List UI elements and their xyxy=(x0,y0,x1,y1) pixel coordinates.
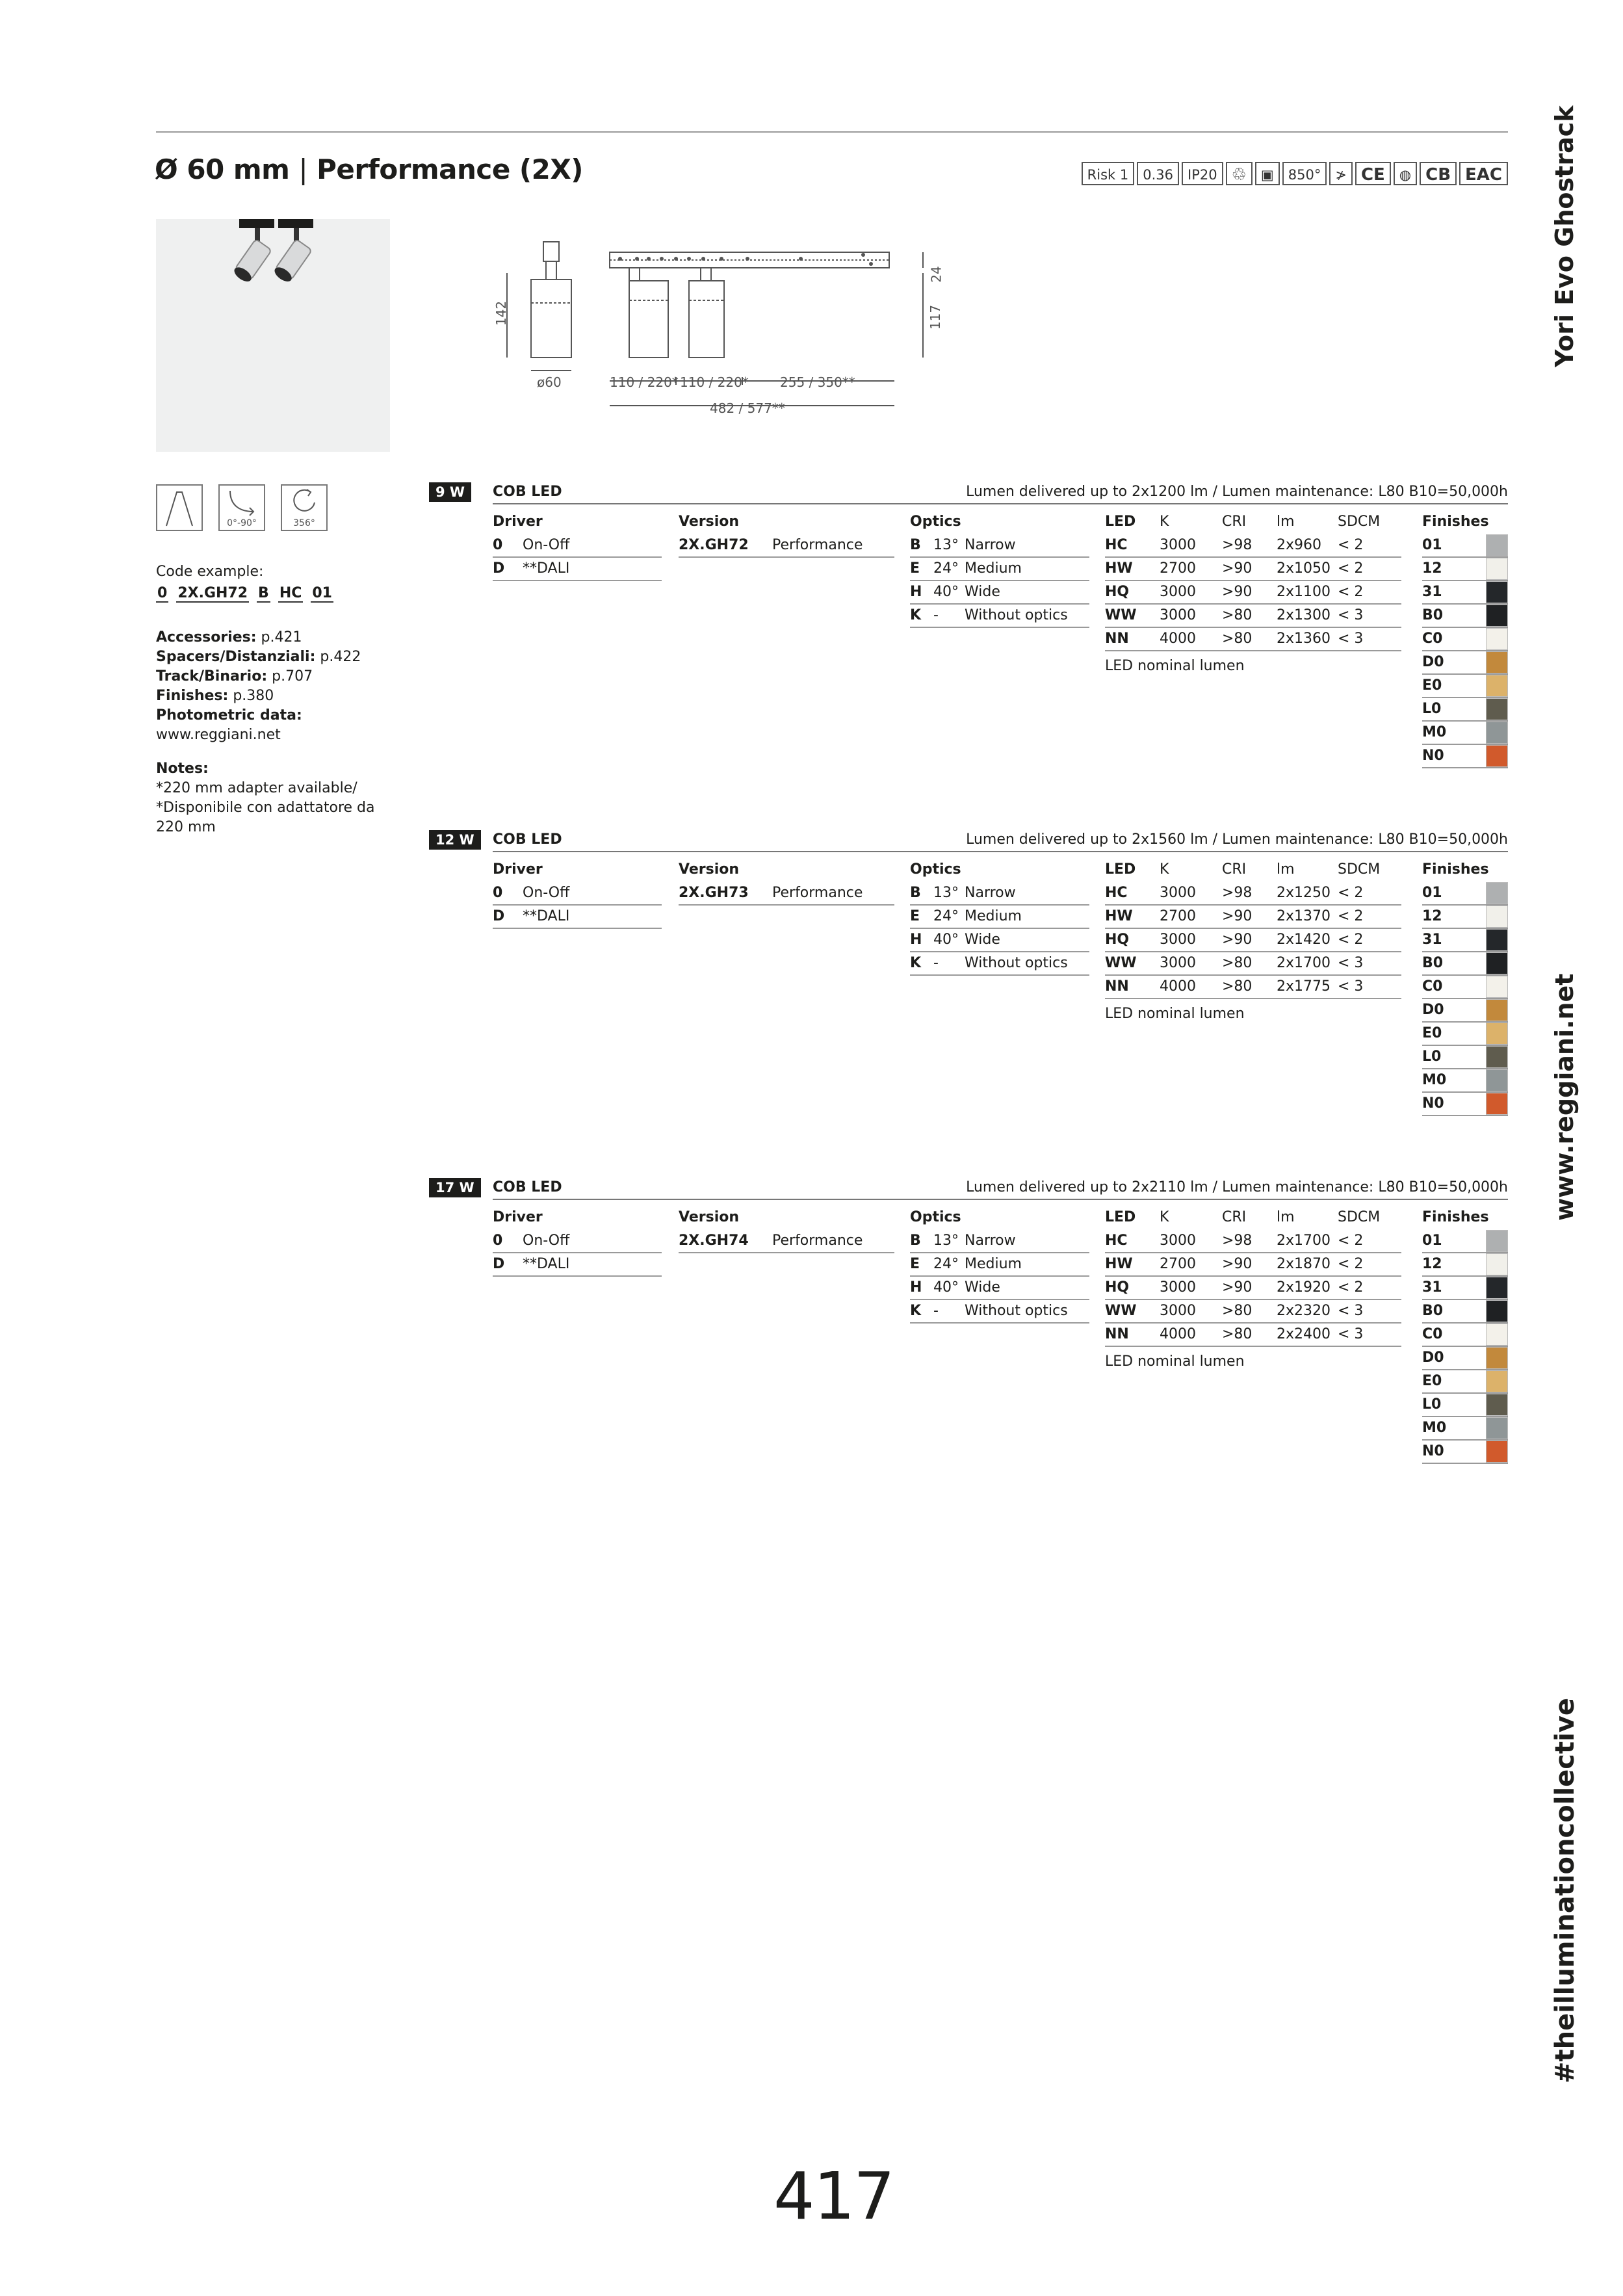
led-row: HQ 3000 >90 2x1420 < 2 xyxy=(1105,929,1401,952)
finish-swatch xyxy=(1486,1023,1508,1045)
finish-swatch xyxy=(1486,581,1508,603)
finish-row xyxy=(1422,1417,1508,1441)
finish-row xyxy=(1422,651,1508,675)
top-rule xyxy=(156,131,1508,133)
finish-row xyxy=(1422,1069,1508,1093)
optics-column xyxy=(910,857,1089,976)
finish-row xyxy=(1422,1441,1508,1464)
led-row: HQ 3000 >90 2x1100 < 2 xyxy=(1105,581,1401,605)
risk-badge: Risk 1 xyxy=(1082,162,1135,185)
technical-drawing xyxy=(481,234,949,432)
no-dimmer-icon: ≯ xyxy=(1329,162,1353,185)
optics-row: H 40° Wide xyxy=(910,929,1089,952)
finish-swatch xyxy=(1486,952,1508,974)
version-header: Version xyxy=(679,861,740,878)
driver-row: 0 On-Off xyxy=(493,534,662,558)
spacers-label: Spacers/Distanziali: xyxy=(156,649,316,665)
finishes-ref-value: p.380 xyxy=(233,688,274,704)
finish-row xyxy=(1422,534,1508,558)
finish-code: 31 xyxy=(1422,1279,1442,1296)
title-separator: | xyxy=(298,153,308,185)
dim-height-142: 142 xyxy=(493,300,510,326)
finish-swatch xyxy=(1486,675,1508,697)
product-photo xyxy=(156,219,390,452)
optics-header: Optics xyxy=(910,514,961,530)
finish-row xyxy=(1422,745,1508,768)
optics-row: E 24° Medium xyxy=(910,558,1089,581)
finish-swatch xyxy=(1486,882,1508,904)
optics-row: K - Without optics xyxy=(910,1300,1089,1324)
notes-label: Notes: xyxy=(156,761,209,777)
finish-swatch xyxy=(1486,1046,1508,1068)
finish-row xyxy=(1422,976,1508,999)
led-row: HW 2700 >90 2x1050 < 2 xyxy=(1105,558,1401,581)
title-sub: Performance (2X) xyxy=(317,153,583,185)
code-example-label: Code example: xyxy=(156,564,264,580)
dim-110-a: 110 / 220* xyxy=(610,374,679,390)
version-column xyxy=(679,510,894,558)
dimension-drawing xyxy=(481,234,949,429)
optics-header: Optics xyxy=(910,1209,961,1225)
dim-24: 24 xyxy=(928,266,944,283)
finish-row xyxy=(1422,1253,1508,1277)
finish-row xyxy=(1422,1300,1508,1324)
finish-code: B0 xyxy=(1422,1303,1444,1319)
code-part-version: 2X.GH72 xyxy=(177,585,248,601)
finish-row xyxy=(1422,882,1508,906)
finish-row xyxy=(1422,628,1508,651)
finish-code: D0 xyxy=(1422,1350,1444,1366)
lumen-info: Lumen delivered up to 2x2110 lm / Lumen maintenance: L80 B10=50,000h xyxy=(966,1179,1508,1195)
led-row: WW 3000 >80 2x1300 < 3 xyxy=(1105,605,1401,628)
nominal-lumen-note: LED nominal lumen xyxy=(1105,658,1245,674)
wattage-badge: 12 W xyxy=(429,830,481,850)
led-row: WW 3000 >80 2x1700 < 3 xyxy=(1105,952,1401,976)
finish-code: E0 xyxy=(1422,1025,1442,1041)
version-column xyxy=(679,1205,894,1253)
driver-row: D **DALI xyxy=(493,558,662,581)
finish-swatch xyxy=(1486,1347,1508,1369)
tilt-icon xyxy=(218,484,265,531)
finish-code: C0 xyxy=(1422,978,1443,995)
finish-swatch xyxy=(1486,534,1508,556)
version-header: Version xyxy=(679,514,740,530)
finishes-header: Finishes xyxy=(1422,861,1489,878)
lumen-info: Lumen delivered up to 2x1560 lm / Lumen maintenance: L80 B10=50,000h xyxy=(966,831,1508,848)
beam-icon xyxy=(156,484,203,531)
driver-column xyxy=(493,1205,662,1277)
finish-code: N0 xyxy=(1422,748,1444,764)
optics-row: H 40° Wide xyxy=(910,1277,1089,1300)
finish-code: B0 xyxy=(1422,955,1444,971)
driver-row: D **DALI xyxy=(493,1253,662,1277)
finish-code: E0 xyxy=(1422,677,1442,694)
recycle-icon: ♲ xyxy=(1226,162,1253,185)
class-ii-icon: ▣ xyxy=(1255,162,1280,185)
eac-mark: EAC xyxy=(1459,162,1508,185)
driver-column xyxy=(493,510,662,581)
finish-row xyxy=(1422,999,1508,1023)
accessories-value: p.421 xyxy=(261,629,302,646)
finish-swatch xyxy=(1486,1253,1508,1275)
notes-line-3: 220 mm xyxy=(156,819,216,835)
dim-diameter: ø60 xyxy=(537,374,562,390)
finish-code: C0 xyxy=(1422,631,1443,647)
finish-code: M0 xyxy=(1422,1072,1447,1088)
section-12w xyxy=(429,829,1508,1112)
finish-row xyxy=(1422,1324,1508,1347)
ce-mark: CE xyxy=(1355,162,1391,185)
version-row: 2X.GH74 Performance xyxy=(679,1230,894,1253)
finish-row xyxy=(1422,1023,1508,1046)
nominal-lumen-note: LED nominal lumen xyxy=(1105,1353,1245,1370)
finish-code: N0 xyxy=(1422,1443,1444,1459)
dim-110-b: 110 / 220* xyxy=(680,374,749,390)
nominal-lumen-note: LED nominal lumen xyxy=(1105,1006,1245,1022)
optics-column xyxy=(910,1205,1089,1324)
notes-line-2: *Disponibile con adattatore da xyxy=(156,800,375,816)
track-value: p.707 xyxy=(272,668,313,685)
finish-swatch xyxy=(1486,605,1508,627)
rotate-label: 356° xyxy=(293,518,315,528)
optics-row: B 13° Narrow xyxy=(910,882,1089,906)
finishes-header: Finishes xyxy=(1422,1209,1489,1225)
spotlight-image xyxy=(156,219,390,452)
finishes-column xyxy=(1422,510,1508,768)
led-header: LED K CRI lm SDCM xyxy=(1105,861,1381,878)
optics-column xyxy=(910,510,1089,628)
code-part-driver: 0 xyxy=(157,585,168,601)
finish-row xyxy=(1422,1046,1508,1069)
code-example xyxy=(156,585,333,603)
references-block xyxy=(156,628,361,745)
finish-swatch xyxy=(1486,1441,1508,1463)
optics-row: K - Without optics xyxy=(910,952,1089,976)
finish-swatch xyxy=(1486,1417,1508,1439)
finish-swatch xyxy=(1486,698,1508,720)
led-table xyxy=(1105,857,1401,1022)
version-row: 2X.GH72 Performance xyxy=(679,534,894,558)
finish-code: E0 xyxy=(1422,1373,1442,1389)
code-part-led: HC xyxy=(279,585,302,601)
certification-badges xyxy=(1082,162,1508,188)
wattage-badge: 9 W xyxy=(429,482,471,502)
optics-row: E 24° Medium xyxy=(910,1253,1089,1277)
finishes-header: Finishes xyxy=(1422,514,1489,530)
accessories-label: Accessories: xyxy=(156,629,257,646)
lumen-info: Lumen delivered up to 2x1200 lm / Lumen maintenance: L80 B10=50,000h xyxy=(966,484,1508,500)
led-row: HW 2700 >90 2x1370 < 2 xyxy=(1105,906,1401,929)
led-row: HW 2700 >90 2x1870 < 2 xyxy=(1105,1253,1401,1277)
track-label: Track/Binario: xyxy=(156,668,268,685)
section-17w xyxy=(429,1177,1508,1459)
led-header: LED K CRI lm SDCM xyxy=(1105,514,1381,530)
finish-row xyxy=(1422,1093,1508,1116)
optics-row: K - Without optics xyxy=(910,605,1089,628)
finish-code: M0 xyxy=(1422,724,1447,740)
rotate-icon xyxy=(281,484,328,531)
finish-row xyxy=(1422,698,1508,722)
finish-row xyxy=(1422,1347,1508,1370)
optics-row: B 13° Narrow xyxy=(910,1230,1089,1253)
finish-swatch xyxy=(1486,1093,1508,1115)
finish-swatch xyxy=(1486,999,1508,1021)
dim-total: 482 / 577** xyxy=(710,400,785,416)
finish-code: 12 xyxy=(1422,560,1442,577)
finish-row xyxy=(1422,1370,1508,1394)
finish-row xyxy=(1422,929,1508,952)
dim-117: 117 xyxy=(928,304,944,330)
cob-label: COB LED xyxy=(493,1179,562,1195)
finish-row xyxy=(1422,722,1508,745)
finish-swatch xyxy=(1486,1370,1508,1392)
finishes-column xyxy=(1422,857,1508,1116)
led-header: LED K CRI lm SDCM xyxy=(1105,1209,1381,1225)
cob-label: COB LED xyxy=(493,484,562,500)
photometric-label: Photometric data: xyxy=(156,707,302,724)
optics-row: E 24° Medium xyxy=(910,906,1089,929)
finish-swatch xyxy=(1486,745,1508,767)
tilt-label: 0°-90° xyxy=(227,518,257,528)
feature-icons xyxy=(156,484,328,531)
finish-code: 12 xyxy=(1422,1256,1442,1272)
finish-code: L0 xyxy=(1422,1396,1442,1413)
led-row: HC 3000 >98 2x960 < 2 xyxy=(1105,534,1401,558)
finish-swatch xyxy=(1486,1324,1508,1346)
enec-mark: ◍ xyxy=(1394,162,1417,185)
code-part-optics: B xyxy=(258,585,269,601)
finish-code: M0 xyxy=(1422,1420,1447,1436)
finish-swatch xyxy=(1486,1277,1508,1299)
led-table xyxy=(1105,1205,1401,1370)
spacers-value: p.422 xyxy=(320,649,361,665)
notes-line-1: *220 mm adapter available/ xyxy=(156,780,357,796)
finish-code: 31 xyxy=(1422,584,1442,600)
finishes-ref-label: Finishes: xyxy=(156,688,229,704)
finish-code: L0 xyxy=(1422,1049,1442,1065)
finish-row xyxy=(1422,906,1508,929)
hashtag-vertical: #theilluminationcollective xyxy=(1550,1698,1580,2083)
finish-swatch xyxy=(1486,651,1508,673)
photometric-link[interactable]: www.reggiani.net xyxy=(156,727,281,743)
finish-swatch xyxy=(1486,628,1508,650)
driver-row: 0 On-Off xyxy=(493,1230,662,1253)
cob-label: COB LED xyxy=(493,831,562,848)
finish-swatch xyxy=(1486,1230,1508,1252)
optics-header: Optics xyxy=(910,861,961,878)
finish-code: N0 xyxy=(1422,1095,1444,1112)
version-header: Version xyxy=(679,1209,740,1225)
product-name-vertical: Yori Evo Ghostrack xyxy=(1550,105,1579,367)
finish-row xyxy=(1422,1230,1508,1253)
finish-swatch xyxy=(1486,1300,1508,1322)
section-9w xyxy=(429,481,1508,764)
weight-badge: 0.36 xyxy=(1137,162,1179,185)
finish-row xyxy=(1422,1277,1508,1300)
page-title xyxy=(155,153,583,185)
finish-code: B0 xyxy=(1422,607,1444,623)
dim-255: 255 / 350** xyxy=(780,374,855,390)
finish-swatch xyxy=(1486,906,1508,928)
led-row: WW 3000 >80 2x2320 < 3 xyxy=(1105,1300,1401,1324)
finish-row xyxy=(1422,605,1508,628)
finish-swatch xyxy=(1486,722,1508,744)
temp-badge: 850° xyxy=(1282,162,1327,185)
led-row: HC 3000 >98 2x1250 < 2 xyxy=(1105,882,1401,906)
finish-swatch xyxy=(1486,929,1508,951)
cb-mark: CB xyxy=(1420,162,1457,185)
finish-swatch xyxy=(1486,1069,1508,1091)
led-row: HC 3000 >98 2x1700 < 2 xyxy=(1105,1230,1401,1253)
optics-row: B 13° Narrow xyxy=(910,534,1089,558)
title-main: Ø 60 mm xyxy=(155,153,290,185)
finish-row xyxy=(1422,581,1508,605)
led-row: NN 4000 >80 2x1775 < 3 xyxy=(1105,976,1401,999)
driver-header: Driver xyxy=(493,861,543,878)
finish-swatch xyxy=(1486,1394,1508,1416)
finish-code: D0 xyxy=(1422,1002,1444,1018)
finish-swatch xyxy=(1486,558,1508,580)
driver-row: D **DALI xyxy=(493,906,662,929)
finish-code: 12 xyxy=(1422,908,1442,924)
finish-row xyxy=(1422,952,1508,976)
led-row: HQ 3000 >90 2x1920 < 2 xyxy=(1105,1277,1401,1300)
finish-code: D0 xyxy=(1422,654,1444,670)
website-vertical: www.reggiani.net xyxy=(1550,973,1579,1221)
finish-row xyxy=(1422,675,1508,698)
notes-block xyxy=(156,759,375,837)
optics-row: H 40° Wide xyxy=(910,581,1089,605)
finish-row xyxy=(1422,558,1508,581)
finish-code: 31 xyxy=(1422,932,1442,948)
finish-code: 01 xyxy=(1422,1233,1442,1249)
finish-row xyxy=(1422,1394,1508,1417)
finishes-column xyxy=(1422,1205,1508,1464)
led-row: NN 4000 >80 2x1360 < 3 xyxy=(1105,628,1401,651)
wattage-badge: 17 W xyxy=(429,1178,481,1197)
driver-header: Driver xyxy=(493,1209,543,1225)
driver-column xyxy=(493,857,662,929)
finish-code: L0 xyxy=(1422,701,1442,717)
page-number: 417 xyxy=(773,2158,894,2234)
finish-code: C0 xyxy=(1422,1326,1443,1342)
finish-code: 01 xyxy=(1422,537,1442,553)
ip-badge: IP20 xyxy=(1182,162,1223,185)
finish-code: 01 xyxy=(1422,885,1442,901)
version-column xyxy=(679,857,894,906)
version-row: 2X.GH73 Performance xyxy=(679,882,894,906)
led-row: NN 4000 >80 2x2400 < 3 xyxy=(1105,1324,1401,1347)
code-part-finish: 01 xyxy=(312,585,332,601)
driver-row: 0 On-Off xyxy=(493,882,662,906)
led-table xyxy=(1105,510,1401,674)
driver-header: Driver xyxy=(493,514,543,530)
finish-swatch xyxy=(1486,976,1508,998)
